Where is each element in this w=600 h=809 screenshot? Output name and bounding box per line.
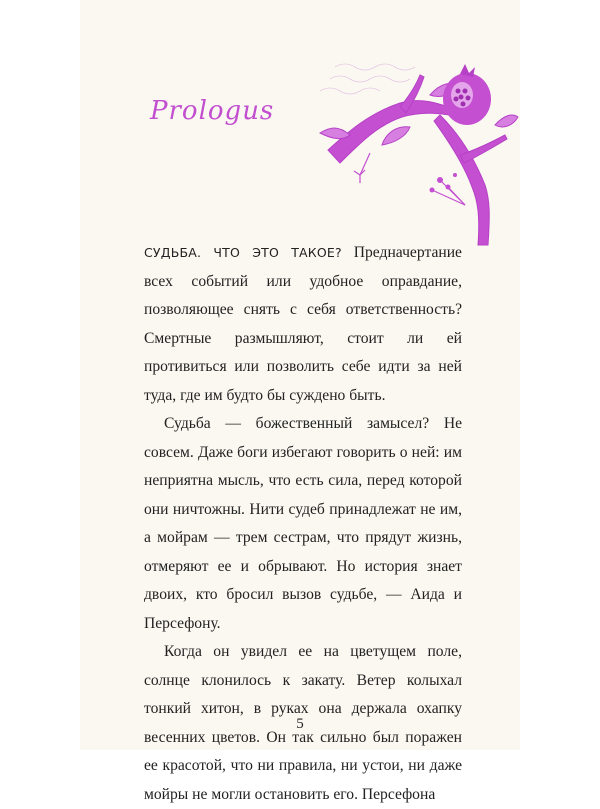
paragraph-2: Судьба — божественный замысел? Не совсем. Даже боги избегают говорить о ней: им неприятна мысль, что есть сила, перед которой они ничтожны. Нити судеб принадлежат не им, а мойрам — трем сестрам, что прядут жизнь, отмеряют ее и обрывают. Но история знает двоих, кто бросил вызов судьбе, — Аида и Персефону. xyxy=(144,415,462,632)
paragraph-1-text: Предначертание всех событий или удобное оправдание, позволяющее снять с себя ответственность? Смертные размышляют, стоит ли ей противиться или позволить себе идти за ней туда, где им будто бы суждено быть. xyxy=(144,244,462,404)
page-number: 5 xyxy=(296,716,304,732)
lead-in-caps: СУДЬБА. ЧТО ЭТО ТАКОЕ? xyxy=(144,245,342,260)
chapter-title: Prologus xyxy=(150,96,275,126)
paragraph-1 xyxy=(144,239,462,410)
paragraph-3: Когда он увидел ее на цветущем поле, солнце клонилось к закату. Ветер колыхал тонкий хитон, в руках она держала охапку весенних цветов. Он так сильно был поражен ее красотой, что ни правила, ни устои, ни даже мойры не могли остановить его. Персефона xyxy=(144,643,462,803)
pomegranate-branch-illustration xyxy=(290,55,520,250)
